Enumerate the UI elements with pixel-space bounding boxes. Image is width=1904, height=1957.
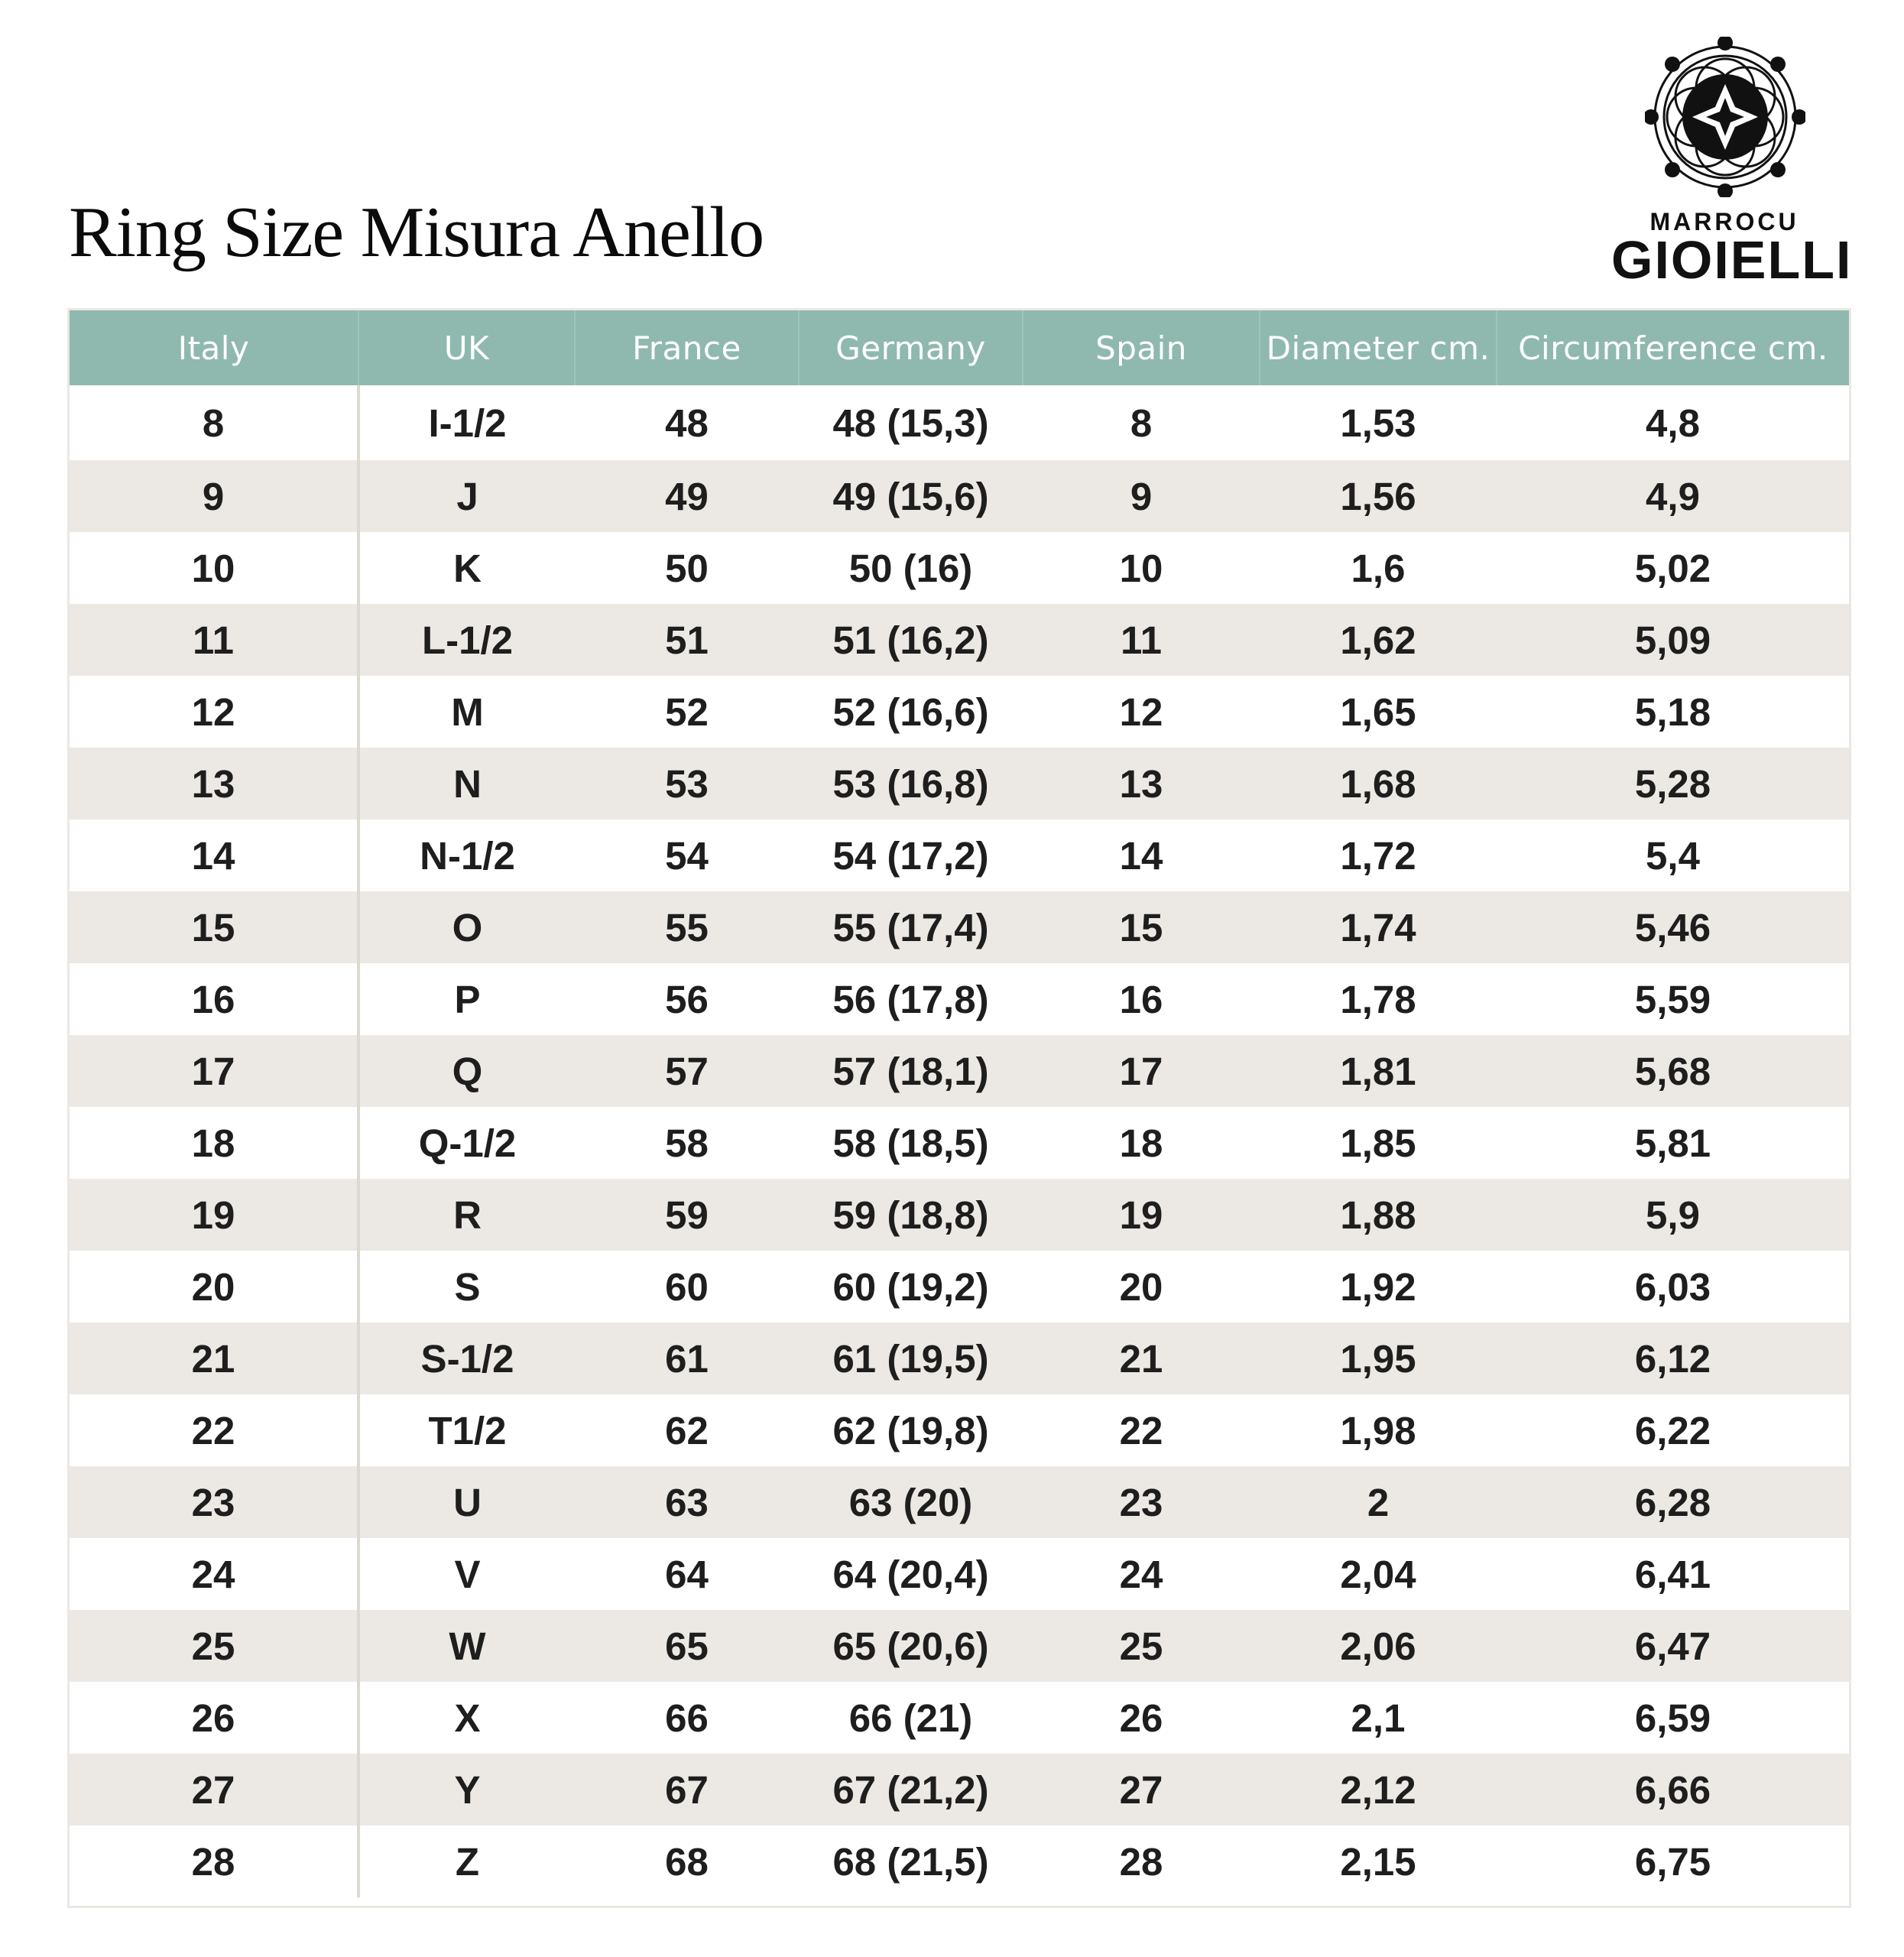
cell-italy: 10 <box>70 532 358 604</box>
cell-spain: 13 <box>1023 748 1260 819</box>
cell-france: 48 <box>665 401 709 445</box>
table-row <box>70 1323 1849 1394</box>
cell-uk: J <box>358 460 575 532</box>
cell-diameter: 1,78 <box>1340 977 1416 1021</box>
cell-france: 67 <box>575 1754 799 1826</box>
cell-spain: 14 <box>1119 833 1163 878</box>
cell-germany: 50 (16) <box>848 546 973 590</box>
cell-diameter: 1,81 <box>1260 1035 1497 1107</box>
cell-diameter: 1,56 <box>1260 460 1497 532</box>
cell-italy: 16 <box>70 963 358 1035</box>
table-row <box>70 1826 1849 1897</box>
table-row <box>70 891 1849 963</box>
cell-uk: P <box>454 977 481 1021</box>
cell-france: 64 <box>665 1552 709 1596</box>
cell-germany: 56 (17,8) <box>832 977 989 1021</box>
cell-italy: 9 <box>70 460 358 532</box>
column-header-circumference: Circumference cm. <box>1497 310 1849 385</box>
table-row <box>70 1682 1849 1754</box>
table-row <box>70 385 1849 460</box>
cell-diameter: 2,04 <box>1340 1552 1416 1596</box>
cell-italy: 12 <box>70 676 358 748</box>
cell-circumference: 4,8 <box>1646 401 1700 445</box>
cell-germany: 63 (20) <box>799 1466 1023 1538</box>
cell-uk: S-1/2 <box>358 1323 575 1394</box>
cell-france: 49 <box>575 460 799 532</box>
cell-france: 56 <box>665 977 709 1021</box>
cell-spain: 12 <box>1119 690 1163 734</box>
cell-diameter: 1,53 <box>1340 401 1416 445</box>
cell-italy: 11 <box>70 604 358 676</box>
table-body <box>70 385 1849 1897</box>
cell-uk: K <box>453 546 482 590</box>
cell-circumference: 6,75 <box>1634 1839 1711 1884</box>
cell-spain: 20 <box>1119 1264 1163 1309</box>
cell-germany: 55 (17,4) <box>799 891 1023 963</box>
cell-france: 66 <box>665 1696 709 1740</box>
cell-spain: 9 <box>1023 460 1260 532</box>
cell-italy: 26 <box>70 1682 358 1754</box>
cell-diameter: 2,06 <box>1260 1610 1497 1682</box>
cell-germany: 51 (16,2) <box>799 604 1023 676</box>
cell-diameter: 1,92 <box>1340 1264 1416 1309</box>
cell-france: 65 <box>575 1610 799 1682</box>
brand-name-large: GIOIELLI <box>1611 230 1853 290</box>
cell-germany: 67 (21,2) <box>799 1754 1023 1826</box>
cell-italy: 13 <box>70 748 358 819</box>
cell-spain: 21 <box>1023 1323 1260 1394</box>
cell-italy: 14 <box>70 819 358 891</box>
cell-italy: 15 <box>70 891 358 963</box>
cell-uk: T1/2 <box>428 1408 507 1452</box>
cell-france: 58 <box>665 1121 709 1165</box>
cell-uk: M <box>451 690 484 734</box>
cell-germany: 65 (20,6) <box>799 1610 1023 1682</box>
table-header-row <box>70 310 1849 385</box>
mandala-logo-icon <box>1645 37 1805 197</box>
cell-france: 55 <box>575 891 799 963</box>
cell-italy: 21 <box>70 1323 358 1394</box>
column-header-germany: Germany <box>799 310 1023 385</box>
column-header-diameter: Diameter cm. <box>1260 310 1497 385</box>
cell-diameter: 1,72 <box>1340 833 1416 878</box>
table-row <box>70 1107 1849 1179</box>
cell-spain: 28 <box>1119 1839 1163 1884</box>
cell-diameter: 1,68 <box>1260 748 1497 819</box>
table-row <box>70 1538 1849 1610</box>
cell-diameter: 1,88 <box>1260 1179 1497 1251</box>
cell-france: 60 <box>665 1264 709 1309</box>
cell-germany: 57 (18,1) <box>799 1035 1023 1107</box>
page-title: Ring Size Misura Anello <box>69 193 764 272</box>
cell-diameter: 1,95 <box>1260 1323 1497 1394</box>
cell-circumference: 5,46 <box>1497 891 1849 963</box>
cell-circumference: 5,81 <box>1634 1121 1711 1165</box>
cell-diameter: 1,74 <box>1260 891 1497 963</box>
brand-logo <box>1611 37 1853 290</box>
table-row <box>70 1035 1849 1107</box>
cell-germany: 58 (18,5) <box>832 1121 989 1165</box>
cell-france: 52 <box>665 690 709 734</box>
cell-france: 50 <box>665 546 709 590</box>
cell-germany: 49 (15,6) <box>799 460 1023 532</box>
cell-france: 68 <box>665 1839 709 1884</box>
cell-circumference: 4,9 <box>1497 460 1849 532</box>
cell-spain: 17 <box>1023 1035 1260 1107</box>
table-row <box>70 819 1849 891</box>
table-row <box>70 676 1849 748</box>
cell-circumference: 6,41 <box>1634 1552 1711 1596</box>
cell-spain: 10 <box>1119 546 1163 590</box>
cell-circumference: 6,66 <box>1497 1754 1849 1826</box>
table-row <box>70 1466 1849 1538</box>
cell-germany: 53 (16,8) <box>799 748 1023 819</box>
cell-spain: 24 <box>1119 1552 1163 1596</box>
cell-france: 63 <box>575 1466 799 1538</box>
cell-spain: 23 <box>1023 1466 1260 1538</box>
cell-circumference: 6,22 <box>1634 1408 1711 1452</box>
cell-uk: N-1/2 <box>420 833 515 878</box>
cell-uk: U <box>358 1466 575 1538</box>
cell-italy: 20 <box>70 1251 358 1323</box>
table-row <box>70 532 1849 604</box>
cell-uk: S <box>454 1264 481 1309</box>
cell-circumference: 6,28 <box>1497 1466 1849 1538</box>
cell-italy: 19 <box>70 1179 358 1251</box>
cell-uk: Q <box>358 1035 575 1107</box>
cell-france: 59 <box>575 1179 799 1251</box>
cell-uk: Y <box>358 1754 575 1826</box>
cell-spain: 25 <box>1023 1610 1260 1682</box>
cell-diameter: 1,6 <box>1351 546 1406 590</box>
table-row <box>70 460 1849 532</box>
cell-diameter: 2,15 <box>1340 1839 1416 1884</box>
cell-circumference: 5,4 <box>1646 833 1700 878</box>
cell-uk: W <box>358 1610 575 1682</box>
cell-italy: 25 <box>70 1610 358 1682</box>
cell-circumference: 5,9 <box>1497 1179 1849 1251</box>
cell-diameter: 2,12 <box>1260 1754 1497 1826</box>
cell-spain: 27 <box>1023 1754 1260 1826</box>
cell-germany: 62 (19,8) <box>832 1408 989 1452</box>
cell-france: 53 <box>575 748 799 819</box>
cell-italy: 8 <box>70 385 358 460</box>
column-header-italy: Italy <box>70 310 358 385</box>
table-row <box>70 963 1849 1035</box>
cell-germany: 59 (18,8) <box>799 1179 1023 1251</box>
cell-italy: 18 <box>70 1107 358 1179</box>
table-row <box>70 1251 1849 1323</box>
table-row <box>70 1179 1849 1251</box>
cell-diameter: 1,85 <box>1340 1121 1416 1165</box>
table-row <box>70 604 1849 676</box>
cell-circumference: 6,12 <box>1497 1323 1849 1394</box>
cell-uk: Z <box>455 1839 480 1884</box>
cell-france: 57 <box>575 1035 799 1107</box>
cell-italy: 24 <box>70 1538 358 1610</box>
cell-france: 62 <box>665 1408 709 1452</box>
cell-spain: 15 <box>1023 891 1260 963</box>
cell-uk: I-1/2 <box>428 401 507 445</box>
cell-france: 51 <box>575 604 799 676</box>
column-header-spain: Spain <box>1023 310 1260 385</box>
cell-spain: 22 <box>1119 1408 1163 1452</box>
cell-spain: 16 <box>1119 977 1163 1021</box>
cell-germany: 68 (21,5) <box>832 1839 989 1884</box>
cell-spain: 26 <box>1119 1696 1163 1740</box>
cell-italy: 28 <box>70 1826 358 1897</box>
cell-italy: 23 <box>70 1466 358 1538</box>
cell-circumference: 6,03 <box>1634 1264 1711 1309</box>
cell-circumference: 5,18 <box>1634 690 1711 734</box>
cell-spain: 19 <box>1023 1179 1260 1251</box>
cell-uk: O <box>358 891 575 963</box>
column-header-france: France <box>575 310 799 385</box>
cell-circumference: 5,02 <box>1634 546 1711 590</box>
cell-uk: L-1/2 <box>358 604 575 676</box>
cell-germany: 48 (15,3) <box>832 401 989 445</box>
cell-france: 54 <box>665 833 709 878</box>
cell-italy: 22 <box>70 1394 358 1466</box>
cell-france: 61 <box>575 1323 799 1394</box>
table-row <box>70 1394 1849 1466</box>
brand-name-small: MARROCU <box>1649 208 1799 235</box>
cell-uk: V <box>454 1552 481 1596</box>
cell-italy: 17 <box>70 1035 358 1107</box>
cell-diameter: 1,65 <box>1340 690 1416 734</box>
cell-italy: 27 <box>70 1754 358 1826</box>
cell-spain: 8 <box>1130 401 1153 445</box>
cell-circumference: 5,09 <box>1497 604 1849 676</box>
cell-circumference: 6,47 <box>1497 1610 1849 1682</box>
table-row <box>70 1610 1849 1682</box>
cell-germany: 60 (19,2) <box>832 1264 989 1309</box>
cell-spain: 18 <box>1119 1121 1163 1165</box>
cell-germany: 52 (16,6) <box>832 690 989 734</box>
cell-germany: 61 (19,5) <box>799 1323 1023 1394</box>
column-header-uk: UK <box>358 310 575 385</box>
cell-uk: X <box>454 1696 481 1740</box>
cell-germany: 54 (17,2) <box>832 833 989 878</box>
ring-size-table <box>67 308 1851 1908</box>
cell-diameter: 2,1 <box>1351 1696 1406 1740</box>
cell-circumference: 5,68 <box>1497 1035 1849 1107</box>
cell-uk: N <box>358 748 575 819</box>
cell-uk: R <box>358 1179 575 1251</box>
cell-circumference: 5,28 <box>1497 748 1849 819</box>
cell-diameter: 1,98 <box>1340 1408 1416 1452</box>
table-row <box>70 748 1849 819</box>
cell-germany: 66 (21) <box>848 1696 973 1740</box>
cell-circumference: 6,59 <box>1634 1696 1711 1740</box>
cell-germany: 64 (20,4) <box>832 1552 989 1596</box>
cell-uk: Q-1/2 <box>418 1121 517 1165</box>
table-row <box>70 1754 1849 1826</box>
cell-circumference: 5,59 <box>1634 977 1711 1021</box>
cell-diameter: 2 <box>1260 1466 1497 1538</box>
cell-spain: 11 <box>1023 604 1260 676</box>
cell-diameter: 1,62 <box>1260 604 1497 676</box>
